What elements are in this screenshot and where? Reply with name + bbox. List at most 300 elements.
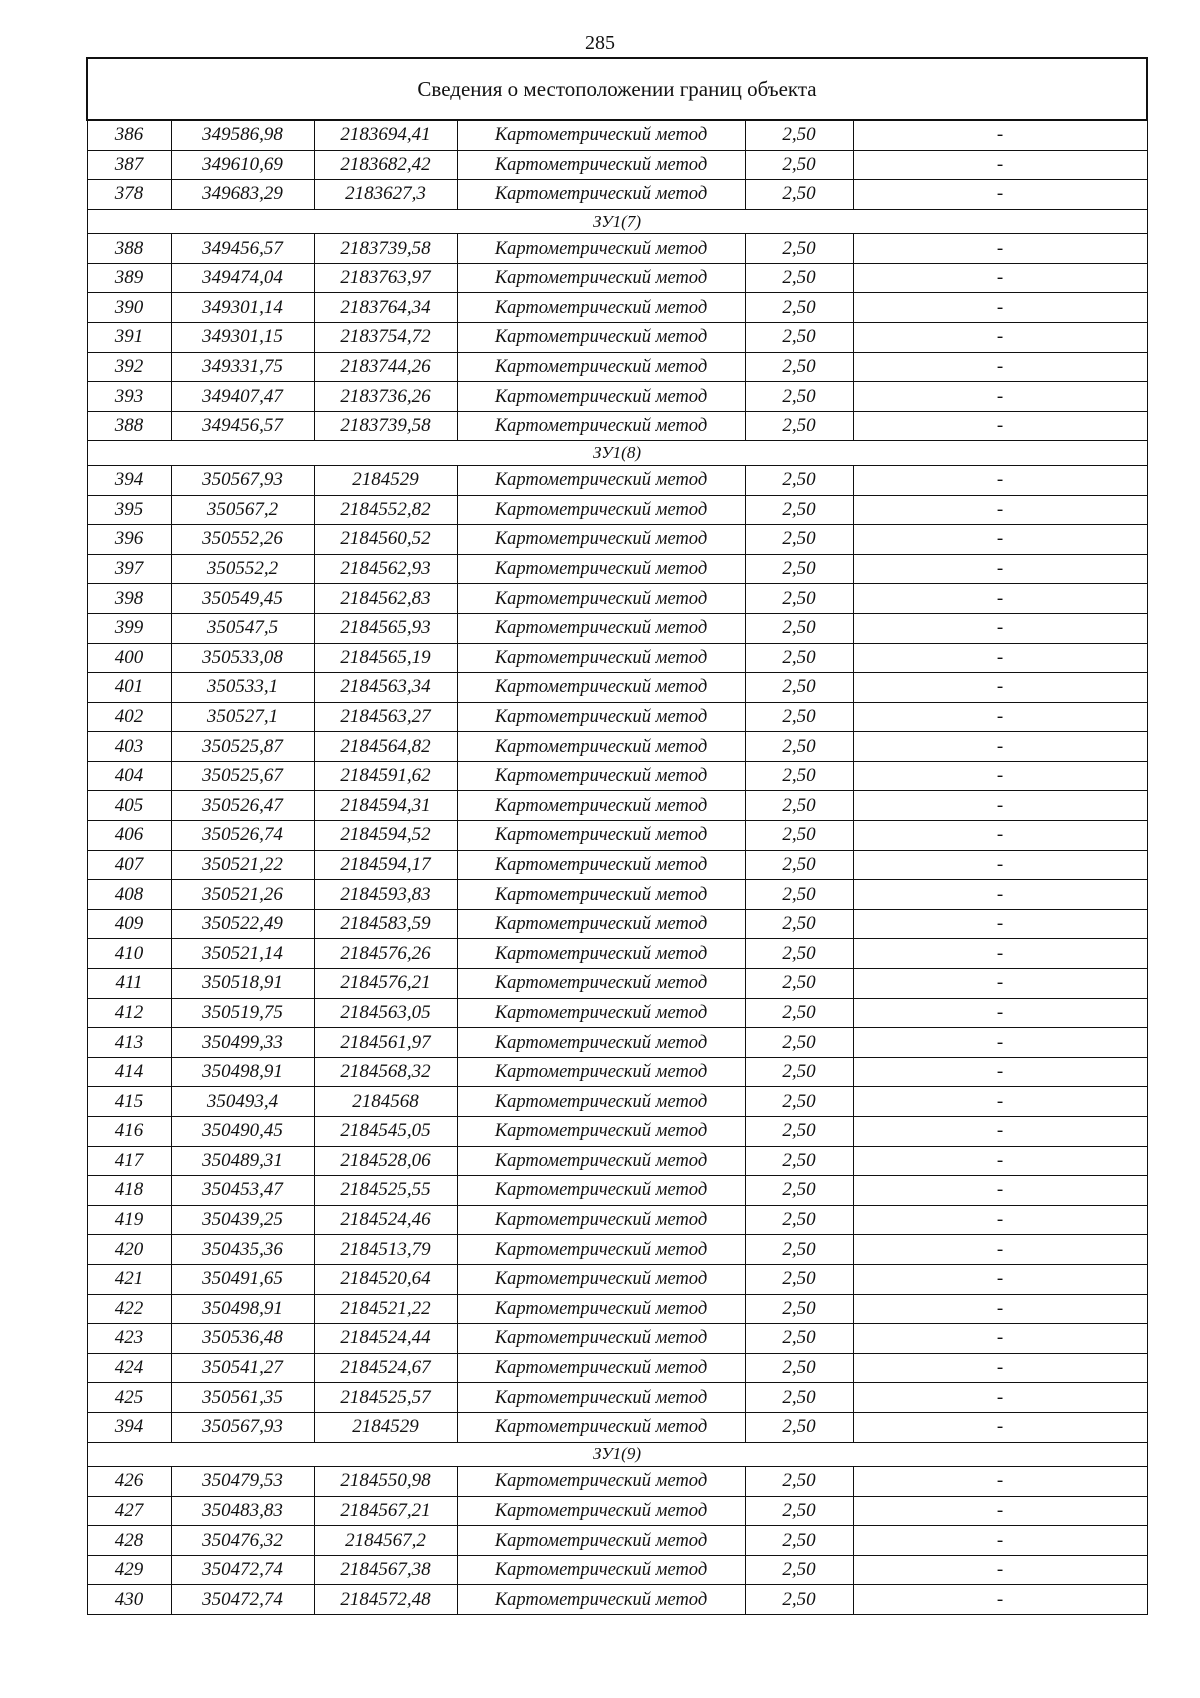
note-cell: -: [853, 150, 1147, 180]
note-cell: -: [853, 1353, 1147, 1383]
accuracy-cell: 2,50: [745, 1353, 853, 1383]
accuracy-cell: 2,50: [745, 465, 853, 495]
table-row: [87, 613, 1147, 643]
method-cell: Картометрический метод: [457, 382, 745, 412]
point-number-cell: 424: [87, 1353, 171, 1383]
x-coordinate-cell: 350453,47: [171, 1176, 314, 1206]
table-row: [87, 382, 1147, 412]
method-cell: Картометрический метод: [457, 1383, 745, 1413]
table-row: [87, 1087, 1147, 1117]
note-cell: -: [853, 1087, 1147, 1117]
method-cell: Картометрический метод: [457, 613, 745, 643]
accuracy-cell: 2,50: [745, 880, 853, 910]
table-row: [87, 150, 1147, 180]
note-cell: -: [853, 293, 1147, 323]
x-coordinate-cell: 349586,98: [171, 120, 314, 150]
point-number-cell: 397: [87, 554, 171, 584]
point-number-cell: 428: [87, 1526, 171, 1556]
y-coordinate-cell: 2184528,06: [314, 1146, 457, 1176]
section-row: [87, 441, 1147, 466]
note-cell: -: [853, 643, 1147, 673]
point-number-cell: 415: [87, 1087, 171, 1117]
note-cell: -: [853, 1412, 1147, 1442]
y-coordinate-cell: 2184524,44: [314, 1324, 457, 1354]
y-coordinate-cell: 2183763,97: [314, 263, 457, 293]
point-number-cell: 416: [87, 1117, 171, 1147]
y-coordinate-cell: 2183754,72: [314, 323, 457, 353]
accuracy-cell: 2,50: [745, 525, 853, 555]
accuracy-cell: 2,50: [745, 821, 853, 851]
x-coordinate-cell: 350552,2: [171, 554, 314, 584]
x-coordinate-cell: 350499,33: [171, 1028, 314, 1058]
coordinates-table: [86, 57, 1148, 1615]
x-coordinate-cell: 349456,57: [171, 411, 314, 441]
x-coordinate-cell: 350552,26: [171, 525, 314, 555]
accuracy-cell: 2,50: [745, 1205, 853, 1235]
x-coordinate-cell: 350547,5: [171, 613, 314, 643]
point-number-cell: 427: [87, 1496, 171, 1526]
y-coordinate-cell: 2184565,19: [314, 643, 457, 673]
table-row: [87, 411, 1147, 441]
table-row: [87, 1585, 1147, 1615]
method-cell: Картометрический метод: [457, 880, 745, 910]
method-cell: Картометрический метод: [457, 1176, 745, 1206]
accuracy-cell: 2,50: [745, 939, 853, 969]
x-coordinate-cell: 350491,65: [171, 1264, 314, 1294]
table-row: [87, 293, 1147, 323]
method-cell: Картометрический метод: [457, 1087, 745, 1117]
method-cell: Картометрический метод: [457, 1235, 745, 1265]
y-coordinate-cell: 2183627,3: [314, 180, 457, 210]
table-row: [87, 1383, 1147, 1413]
x-coordinate-cell: 350527,1: [171, 702, 314, 732]
note-cell: -: [853, 1205, 1147, 1235]
method-cell: Картометрический метод: [457, 1294, 745, 1324]
table-row: [87, 1324, 1147, 1354]
accuracy-cell: 2,50: [745, 1087, 853, 1117]
point-number-cell: 405: [87, 791, 171, 821]
note-cell: -: [853, 1235, 1147, 1265]
table-row: [87, 1526, 1147, 1556]
note-cell: -: [853, 791, 1147, 821]
table-row: [87, 850, 1147, 880]
table-row: [87, 909, 1147, 939]
note-cell: -: [853, 880, 1147, 910]
method-cell: Картометрический метод: [457, 1467, 745, 1497]
method-cell: Картометрический метод: [457, 643, 745, 673]
x-coordinate-cell: 350549,45: [171, 584, 314, 614]
table-body: [87, 120, 1147, 1615]
point-number-cell: 418: [87, 1176, 171, 1206]
table-row: [87, 643, 1147, 673]
x-coordinate-cell: 349331,75: [171, 352, 314, 382]
accuracy-cell: 2,50: [745, 791, 853, 821]
table-title: Сведения о местоположении границ объекта: [87, 58, 1147, 120]
point-number-cell: 394: [87, 465, 171, 495]
method-cell: Картометрический метод: [457, 1057, 745, 1087]
method-cell: Картометрический метод: [457, 998, 745, 1028]
point-number-cell: 422: [87, 1294, 171, 1324]
method-cell: Картометрический метод: [457, 1412, 745, 1442]
accuracy-cell: 2,50: [745, 702, 853, 732]
x-coordinate-cell: 350521,26: [171, 880, 314, 910]
y-coordinate-cell: 2184594,31: [314, 791, 457, 821]
point-number-cell: 392: [87, 352, 171, 382]
y-coordinate-cell: 2184524,67: [314, 1353, 457, 1383]
method-cell: Картометрический метод: [457, 150, 745, 180]
accuracy-cell: 2,50: [745, 969, 853, 999]
accuracy-cell: 2,50: [745, 1526, 853, 1556]
table-row: [87, 263, 1147, 293]
method-cell: Картометрический метод: [457, 352, 745, 382]
table-row: [87, 120, 1147, 150]
note-cell: -: [853, 1294, 1147, 1324]
point-number-cell: 408: [87, 880, 171, 910]
accuracy-cell: 2,50: [745, 1117, 853, 1147]
y-coordinate-cell: 2184529: [314, 465, 457, 495]
note-cell: -: [853, 1585, 1147, 1615]
table-row: [87, 1467, 1147, 1497]
table-row: [87, 732, 1147, 762]
y-coordinate-cell: 2184521,22: [314, 1294, 457, 1324]
method-cell: Картометрический метод: [457, 293, 745, 323]
x-coordinate-cell: 350435,36: [171, 1235, 314, 1265]
table-row: [87, 525, 1147, 555]
x-coordinate-cell: 349407,47: [171, 382, 314, 412]
table-row: [87, 673, 1147, 703]
point-number-cell: 409: [87, 909, 171, 939]
note-cell: -: [853, 702, 1147, 732]
y-coordinate-cell: 2184513,79: [314, 1235, 457, 1265]
method-cell: Картометрический метод: [457, 465, 745, 495]
accuracy-cell: 2,50: [745, 1264, 853, 1294]
y-coordinate-cell: 2184583,59: [314, 909, 457, 939]
point-number-cell: 401: [87, 673, 171, 703]
accuracy-cell: 2,50: [745, 323, 853, 353]
method-cell: Картометрический метод: [457, 939, 745, 969]
y-coordinate-cell: 2184564,82: [314, 732, 457, 762]
x-coordinate-cell: 350521,22: [171, 850, 314, 880]
note-cell: -: [853, 1496, 1147, 1526]
note-cell: -: [853, 613, 1147, 643]
point-number-cell: 426: [87, 1467, 171, 1497]
method-cell: Картометрический метод: [457, 323, 745, 353]
note-cell: -: [853, 998, 1147, 1028]
method-cell: Картометрический метод: [457, 525, 745, 555]
x-coordinate-cell: 350519,75: [171, 998, 314, 1028]
y-coordinate-cell: 2184524,46: [314, 1205, 457, 1235]
y-coordinate-cell: 2183739,58: [314, 234, 457, 264]
accuracy-cell: 2,50: [745, 382, 853, 412]
accuracy-cell: 2,50: [745, 150, 853, 180]
method-cell: Картометрический метод: [457, 673, 745, 703]
method-cell: Картометрический метод: [457, 732, 745, 762]
x-coordinate-cell: 349683,29: [171, 180, 314, 210]
point-number-cell: 407: [87, 850, 171, 880]
method-cell: Картометрический метод: [457, 495, 745, 525]
point-number-cell: 393: [87, 382, 171, 412]
point-number-cell: 402: [87, 702, 171, 732]
point-number-cell: 430: [87, 1585, 171, 1615]
x-coordinate-cell: 350472,74: [171, 1585, 314, 1615]
table-row: [87, 1117, 1147, 1147]
accuracy-cell: 2,50: [745, 613, 853, 643]
method-cell: Картометрический метод: [457, 263, 745, 293]
method-cell: Картометрический метод: [457, 411, 745, 441]
note-cell: -: [853, 411, 1147, 441]
method-cell: Картометрический метод: [457, 1555, 745, 1585]
accuracy-cell: 2,50: [745, 352, 853, 382]
section-label: ЗУ1(7): [87, 209, 1147, 234]
y-coordinate-cell: 2184562,93: [314, 554, 457, 584]
x-coordinate-cell: 350489,31: [171, 1146, 314, 1176]
x-coordinate-cell: 350439,25: [171, 1205, 314, 1235]
y-coordinate-cell: 2184562,83: [314, 584, 457, 614]
y-coordinate-cell: 2184567,21: [314, 1496, 457, 1526]
note-cell: -: [853, 1526, 1147, 1556]
y-coordinate-cell: 2183764,34: [314, 293, 457, 323]
point-number-cell: 388: [87, 234, 171, 264]
table-row: [87, 969, 1147, 999]
note-cell: -: [853, 850, 1147, 880]
note-cell: -: [853, 234, 1147, 264]
table-row: [87, 791, 1147, 821]
accuracy-cell: 2,50: [745, 761, 853, 791]
accuracy-cell: 2,50: [745, 1383, 853, 1413]
x-coordinate-cell: 350490,45: [171, 1117, 314, 1147]
table-row: [87, 180, 1147, 210]
table-row: [87, 1146, 1147, 1176]
method-cell: Картометрический метод: [457, 1526, 745, 1556]
y-coordinate-cell: 2184568: [314, 1087, 457, 1117]
note-cell: -: [853, 1146, 1147, 1176]
accuracy-cell: 2,50: [745, 1585, 853, 1615]
point-number-cell: 388: [87, 411, 171, 441]
y-coordinate-cell: 2184560,52: [314, 525, 457, 555]
accuracy-cell: 2,50: [745, 1412, 853, 1442]
note-cell: -: [853, 909, 1147, 939]
y-coordinate-cell: 2183744,26: [314, 352, 457, 382]
note-cell: -: [853, 180, 1147, 210]
x-coordinate-cell: 350522,49: [171, 909, 314, 939]
note-cell: -: [853, 732, 1147, 762]
accuracy-cell: 2,50: [745, 732, 853, 762]
accuracy-cell: 2,50: [745, 120, 853, 150]
point-number-cell: 420: [87, 1235, 171, 1265]
x-coordinate-cell: 350498,91: [171, 1057, 314, 1087]
y-coordinate-cell: 2183694,41: [314, 120, 457, 150]
table-row: [87, 1057, 1147, 1087]
y-coordinate-cell: 2184567,2: [314, 1526, 457, 1556]
x-coordinate-cell: 350567,2: [171, 495, 314, 525]
accuracy-cell: 2,50: [745, 584, 853, 614]
point-number-cell: 386: [87, 120, 171, 150]
x-coordinate-cell: 350493,4: [171, 1087, 314, 1117]
point-number-cell: 399: [87, 613, 171, 643]
method-cell: Картометрический метод: [457, 234, 745, 264]
note-cell: -: [853, 1324, 1147, 1354]
accuracy-cell: 2,50: [745, 909, 853, 939]
point-number-cell: 398: [87, 584, 171, 614]
note-cell: -: [853, 1057, 1147, 1087]
table-row: [87, 1294, 1147, 1324]
table-row: [87, 234, 1147, 264]
accuracy-cell: 2,50: [745, 643, 853, 673]
method-cell: Картометрический метод: [457, 1205, 745, 1235]
table-row: [87, 1205, 1147, 1235]
note-cell: -: [853, 969, 1147, 999]
y-coordinate-cell: 2184545,05: [314, 1117, 457, 1147]
table-row: [87, 1496, 1147, 1526]
method-cell: Картометрический метод: [457, 1496, 745, 1526]
point-number-cell: 414: [87, 1057, 171, 1087]
point-number-cell: 423: [87, 1324, 171, 1354]
y-coordinate-cell: 2183736,26: [314, 382, 457, 412]
table-row: [87, 702, 1147, 732]
x-coordinate-cell: 350536,48: [171, 1324, 314, 1354]
table-row: [87, 495, 1147, 525]
y-coordinate-cell: 2184561,97: [314, 1028, 457, 1058]
note-cell: -: [853, 939, 1147, 969]
accuracy-cell: 2,50: [745, 1467, 853, 1497]
accuracy-cell: 2,50: [745, 293, 853, 323]
x-coordinate-cell: 350526,74: [171, 821, 314, 851]
point-number-cell: 394: [87, 1412, 171, 1442]
accuracy-cell: 2,50: [745, 1294, 853, 1324]
section-label: ЗУ1(9): [87, 1442, 1147, 1467]
point-number-cell: 429: [87, 1555, 171, 1585]
accuracy-cell: 2,50: [745, 411, 853, 441]
table-row: [87, 352, 1147, 382]
y-coordinate-cell: 2183739,58: [314, 411, 457, 441]
table-row: [87, 761, 1147, 791]
method-cell: Картометрический метод: [457, 1324, 745, 1354]
note-cell: -: [853, 495, 1147, 525]
method-cell: Картометрический метод: [457, 1117, 745, 1147]
x-coordinate-cell: 350476,32: [171, 1526, 314, 1556]
point-number-cell: 425: [87, 1383, 171, 1413]
y-coordinate-cell: 2184593,83: [314, 880, 457, 910]
x-coordinate-cell: 350525,67: [171, 761, 314, 791]
method-cell: Картометрический метод: [457, 1146, 745, 1176]
accuracy-cell: 2,50: [745, 1028, 853, 1058]
method-cell: Картометрический метод: [457, 120, 745, 150]
y-coordinate-cell: 2184529: [314, 1412, 457, 1442]
x-coordinate-cell: 349474,04: [171, 263, 314, 293]
accuracy-cell: 2,50: [745, 1057, 853, 1087]
table-row: [87, 939, 1147, 969]
accuracy-cell: 2,50: [745, 1235, 853, 1265]
y-coordinate-cell: 2184572,48: [314, 1585, 457, 1615]
x-coordinate-cell: 349301,15: [171, 323, 314, 353]
table-row: [87, 465, 1147, 495]
method-cell: Картометрический метод: [457, 1585, 745, 1615]
accuracy-cell: 2,50: [745, 850, 853, 880]
accuracy-cell: 2,50: [745, 495, 853, 525]
y-coordinate-cell: 2184567,38: [314, 1555, 457, 1585]
y-coordinate-cell: 2184525,57: [314, 1383, 457, 1413]
note-cell: -: [853, 584, 1147, 614]
note-cell: -: [853, 821, 1147, 851]
method-cell: Картометрический метод: [457, 909, 745, 939]
point-number-cell: 411: [87, 969, 171, 999]
accuracy-cell: 2,50: [745, 1555, 853, 1585]
table-row: [87, 1353, 1147, 1383]
y-coordinate-cell: 2184576,26: [314, 939, 457, 969]
point-number-cell: 419: [87, 1205, 171, 1235]
y-coordinate-cell: 2184594,52: [314, 821, 457, 851]
x-coordinate-cell: 349610,69: [171, 150, 314, 180]
method-cell: Картометрический метод: [457, 584, 745, 614]
y-coordinate-cell: 2184563,05: [314, 998, 457, 1028]
y-coordinate-cell: 2184563,34: [314, 673, 457, 703]
y-coordinate-cell: 2184568,32: [314, 1057, 457, 1087]
x-coordinate-cell: 350561,35: [171, 1383, 314, 1413]
note-cell: -: [853, 1555, 1147, 1585]
note-cell: -: [853, 554, 1147, 584]
y-coordinate-cell: 2183682,42: [314, 150, 457, 180]
x-coordinate-cell: 350567,93: [171, 1412, 314, 1442]
accuracy-cell: 2,50: [745, 234, 853, 264]
method-cell: Картометрический метод: [457, 180, 745, 210]
table-row: [87, 1555, 1147, 1585]
accuracy-cell: 2,50: [745, 1496, 853, 1526]
x-coordinate-cell: 350533,1: [171, 673, 314, 703]
table-row: [87, 323, 1147, 353]
method-cell: Картометрический метод: [457, 969, 745, 999]
note-cell: -: [853, 1176, 1147, 1206]
point-number-cell: 412: [87, 998, 171, 1028]
method-cell: Картометрический метод: [457, 1264, 745, 1294]
method-cell: Картометрический метод: [457, 850, 745, 880]
y-coordinate-cell: 2184594,17: [314, 850, 457, 880]
x-coordinate-cell: 350533,08: [171, 643, 314, 673]
note-cell: -: [853, 673, 1147, 703]
table-row: [87, 584, 1147, 614]
method-cell: Картометрический метод: [457, 1353, 745, 1383]
note-cell: -: [853, 465, 1147, 495]
y-coordinate-cell: 2184520,64: [314, 1264, 457, 1294]
table-row: [87, 554, 1147, 584]
section-row: [87, 1442, 1147, 1467]
y-coordinate-cell: 2184565,93: [314, 613, 457, 643]
note-cell: -: [853, 525, 1147, 555]
point-number-cell: 413: [87, 1028, 171, 1058]
y-coordinate-cell: 2184576,21: [314, 969, 457, 999]
note-cell: -: [853, 1467, 1147, 1497]
accuracy-cell: 2,50: [745, 1324, 853, 1354]
table-title-row: [87, 58, 1147, 120]
note-cell: -: [853, 761, 1147, 791]
point-number-cell: 410: [87, 939, 171, 969]
x-coordinate-cell: 350498,91: [171, 1294, 314, 1324]
point-number-cell: 387: [87, 150, 171, 180]
y-coordinate-cell: 2184563,27: [314, 702, 457, 732]
point-number-cell: 395: [87, 495, 171, 525]
note-cell: -: [853, 1117, 1147, 1147]
accuracy-cell: 2,50: [745, 1176, 853, 1206]
method-cell: Картометрический метод: [457, 791, 745, 821]
x-coordinate-cell: 349456,57: [171, 234, 314, 264]
point-number-cell: 390: [87, 293, 171, 323]
accuracy-cell: 2,50: [745, 998, 853, 1028]
y-coordinate-cell: 2184591,62: [314, 761, 457, 791]
accuracy-cell: 2,50: [745, 263, 853, 293]
table-row: [87, 821, 1147, 851]
point-number-cell: 396: [87, 525, 171, 555]
point-number-cell: 378: [87, 180, 171, 210]
point-number-cell: 391: [87, 323, 171, 353]
